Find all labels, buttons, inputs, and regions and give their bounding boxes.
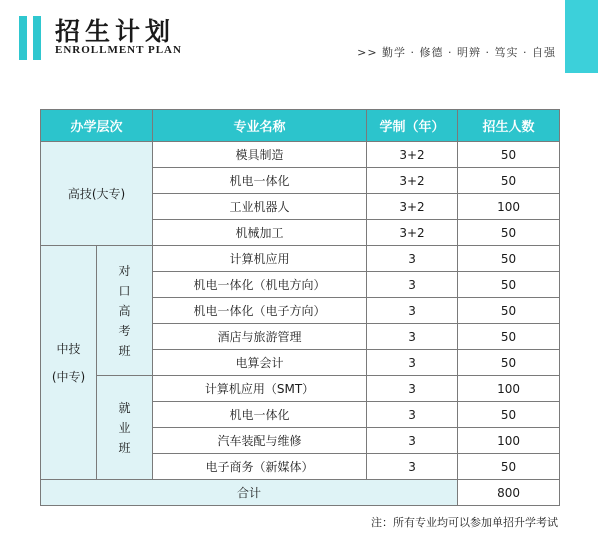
class-type-char: 口 (118, 283, 131, 298)
count-cell: 50 (458, 454, 560, 480)
major-cell: 机电一体化（机电方向） (153, 272, 367, 298)
years-cell: 3 (367, 402, 458, 428)
total-row (41, 480, 560, 506)
class-type-char: 对 (118, 263, 131, 278)
footnote: 注：所有专业均可以参加单招升学考试 (371, 516, 558, 529)
major-cell: 汽车装配与维修 (153, 428, 367, 454)
total-label: 合计 (41, 480, 458, 506)
corner-decoration (565, 0, 598, 73)
level-label-line: (中专) (51, 369, 86, 384)
page-title: 招生计划 (55, 17, 176, 46)
major-cell: 机械加工 (153, 220, 367, 246)
level-label-line: 中技 (56, 341, 81, 356)
class-type-char: 高 (118, 303, 131, 318)
total-value: 800 (458, 480, 560, 506)
class-type-char: 班 (118, 343, 131, 358)
page-subtitle: ENROLLMENT PLAN (55, 44, 182, 56)
count-cell: 100 (458, 428, 560, 454)
count-cell: 100 (458, 194, 560, 220)
major-cell: 计算机应用（SMT） (153, 376, 367, 402)
class-type-char: 业 (118, 420, 131, 435)
years-cell: 3 (367, 454, 458, 480)
major-cell: 电算会计 (153, 350, 367, 376)
header-accent-bar (19, 16, 27, 60)
years-cell: 3 (367, 272, 458, 298)
class-type-char: 考 (118, 323, 131, 338)
years-cell: 3 (367, 324, 458, 350)
major-cell: 工业机器人 (153, 194, 367, 220)
years-cell: 3+2 (367, 194, 458, 220)
count-cell: 50 (458, 272, 560, 298)
major-cell: 模具制造 (153, 142, 367, 168)
class-type-cell (97, 376, 153, 480)
years-cell: 3 (367, 376, 458, 402)
header-accent-bar (33, 16, 41, 60)
years-cell: 3 (367, 350, 458, 376)
enrollment-table (40, 109, 560, 506)
years-cell: 3 (367, 428, 458, 454)
school-motto: >> 勤学 · 修德 · 明辨 · 笃实 · 自强 (357, 46, 556, 59)
years-cell: 3 (367, 298, 458, 324)
column-header: 招生人数 (458, 110, 560, 142)
level-cell (41, 246, 97, 480)
major-cell: 机电一体化 (153, 402, 367, 428)
major-cell: 计算机应用 (153, 246, 367, 272)
class-type-char: 班 (118, 440, 131, 455)
major-cell: 机电一体化（电子方向） (153, 298, 367, 324)
major-cell: 机电一体化 (153, 168, 367, 194)
class-type-cell (97, 246, 153, 376)
table-header-row (41, 110, 560, 142)
class-type-char: 就 (118, 400, 131, 415)
table-row (41, 142, 560, 168)
count-cell: 50 (458, 402, 560, 428)
column-header: 办学层次 (41, 110, 153, 142)
column-header: 专业名称 (153, 110, 367, 142)
count-cell: 50 (458, 142, 560, 168)
count-cell: 50 (458, 246, 560, 272)
count-cell: 50 (458, 220, 560, 246)
count-cell: 50 (458, 324, 560, 350)
years-cell: 3 (367, 246, 458, 272)
count-cell: 50 (458, 168, 560, 194)
table-row (41, 376, 560, 402)
major-cell: 电子商务（新媒体） (153, 454, 367, 480)
count-cell: 100 (458, 376, 560, 402)
level-cell: 高技(大专) (41, 142, 153, 246)
major-cell: 酒店与旅游管理 (153, 324, 367, 350)
count-cell: 50 (458, 298, 560, 324)
table-row (41, 246, 560, 272)
years-cell: 3+2 (367, 168, 458, 194)
count-cell: 50 (458, 350, 560, 376)
years-cell: 3+2 (367, 142, 458, 168)
years-cell: 3+2 (367, 220, 458, 246)
column-header: 学制（年） (367, 110, 458, 142)
